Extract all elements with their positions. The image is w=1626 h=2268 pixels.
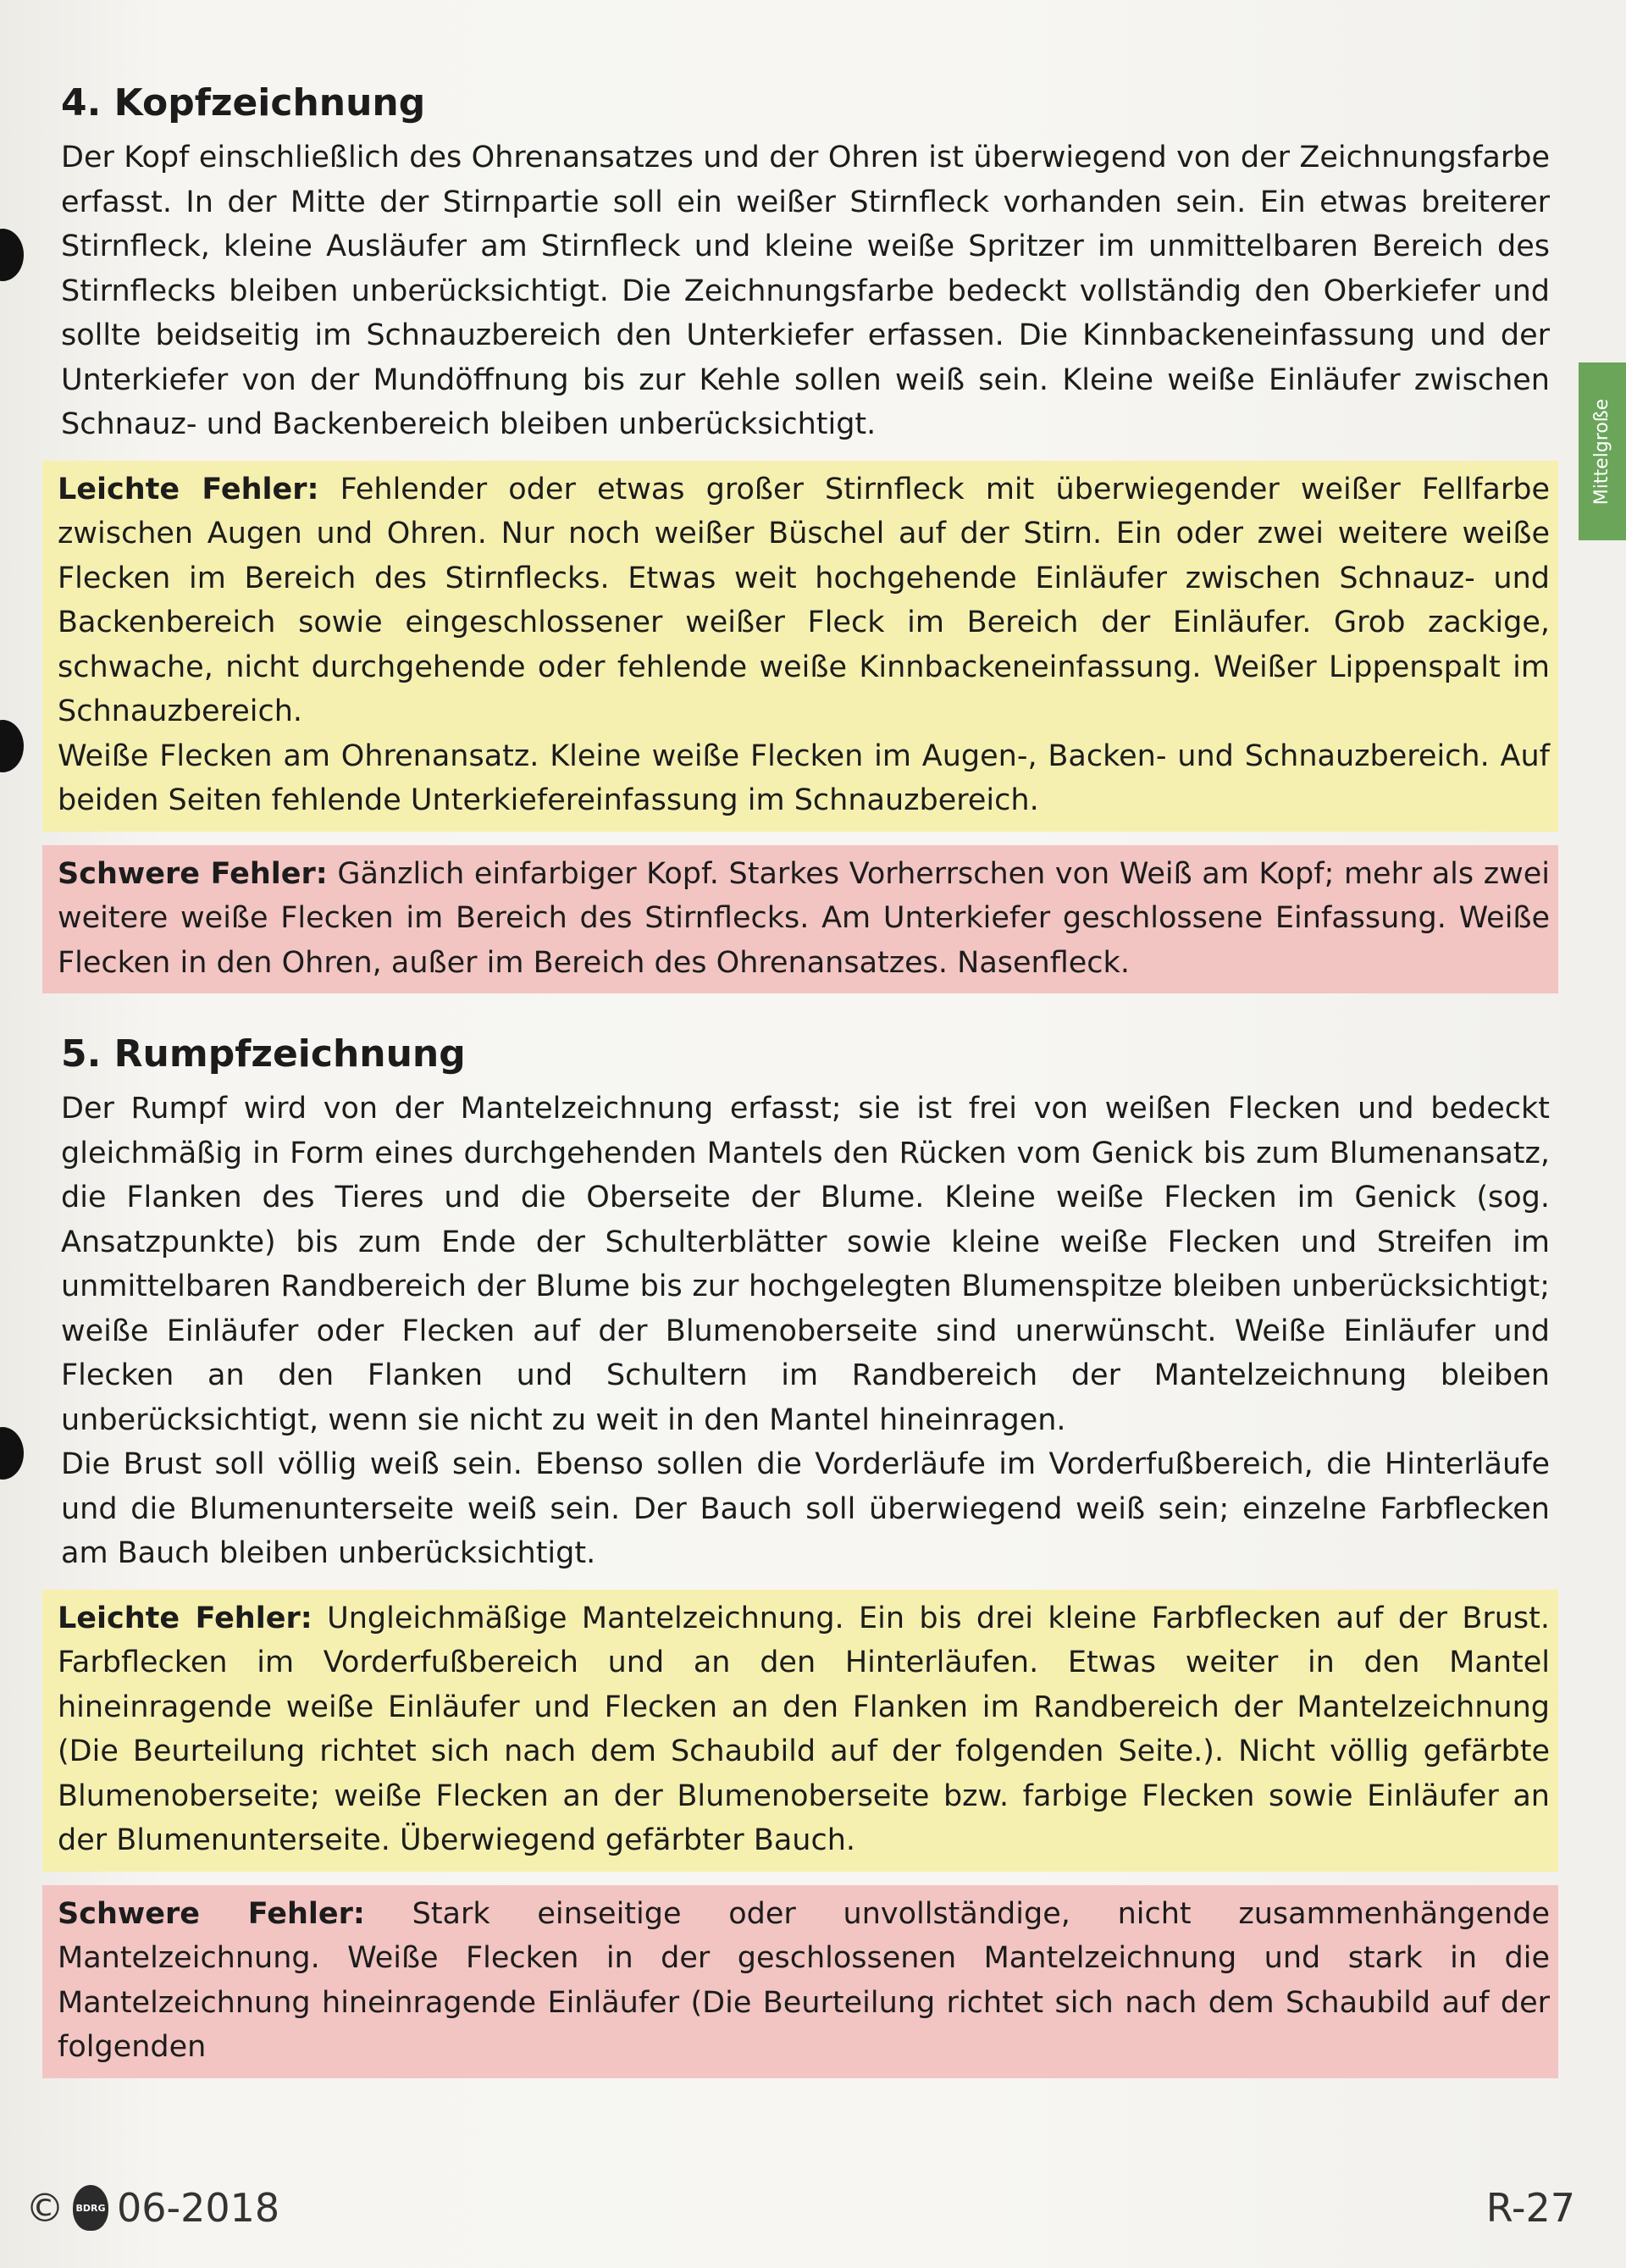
light-faults-box [42, 1590, 1558, 1872]
section-rumpfzeichnung [42, 1027, 1558, 2078]
light-faults-box [42, 461, 1558, 832]
heavy-faults-box [42, 1885, 1558, 2078]
copyright-symbol: © [25, 2185, 64, 2231]
light-faults-label: Leichte Fehler: [58, 472, 319, 506]
heavy-faults-text: Gänzlich einfarbiger Kopf. Starkes Vorherrschen von Weiß am Kopf; mehr als zwei weitere weiße Flecken im Bereich des Stirnflecks. Am Unterkiefer geschlossene Einfassung. Weiße Flecken in den Ohren, außer im Bereich des Ohrenansatzes. Nasenfleck. [58, 856, 1550, 980]
light-faults-label: Leichte Fehler: [58, 1601, 312, 1635]
heavy-faults-text: Stark einseitige oder unvollständige, nicht zusammenhängende Mantelzeichnung. Weiße Flecken in der geschlossenen Mantelzeichnung und stark in die Mantelzeichnung hineinragende Einläufer (Die Beurteilung richtet sich nach dem Schaubild auf der folgenden [58, 1896, 1550, 2064]
section-body: Der Rumpf wird von der Mantelzeichnung erfasst; sie ist frei von weißen Flecken und bedeckt gleichmäßig in Form eines durchgehenden Mantels den Rücken vom Genick bis zum Blumenansatz, die Flanken des Tieres und die Oberseite der Blume. Kleine weiße Flecken im Genick (sog. Ansatzpunkte) bis zum Ende der Schulterblätter sowie kleine weiße Flecken und Streifen im unmittelbaren Randbereich der Blume bis zur hochgelegten Blumenspitze bleiben unberücksichtigt; weiße Einläufer oder Flecken auf der Blumenoberseite sind unerwünscht. Weiße Einläufer und Flecken an den Flanken und Schultern im Randbereich der Mantelzeichnung bleiben unberücksichtigt, wenn sie nicht zu weit in den Mantel hineinragen. [61, 1092, 1550, 1437]
section-title: 5. Rumpfzeichnung [61, 1032, 466, 1076]
heavy-faults-label: Schwere Fehler: [58, 1896, 365, 1931]
light-faults-text: Fehlender oder etwas großer Stirnfleck mit überwiegender weißer Fellfarbe zwischen Augen und Ohren. Nur noch weißer Büschel auf der Stirn. Ein oder zwei weitere weiße Flecken im Bereich des Stirnflecks. Etwas weit hochgehende Einläufer zwischen Schnauz- und Backenbereich sowie eingeschlossener weißer Fleck im Bereich der Einläufer. Grob zackige, schwache, nicht durchgehende oder fehlende weiße Kinnbackeneinfassung. Weißer Lippenspalt im Schnauzbereich. [58, 472, 1550, 728]
side-tab-label: Mittelgroße [1591, 398, 1613, 505]
section-title: 4. Kopfzeichnung [61, 81, 426, 124]
page-content [42, 76, 1558, 2078]
section-body: Der Kopf einschließlich des Ohrenansatzes und der Ohren ist überwiegend von der Zeichnungsfarbe erfasst. In der Mitte der Stirnpartie soll ein weißer Stirnfleck vorhanden sein. Ein etwas breiterer Stirnfleck, kleine Ausläufer am Stirnfleck und kleine weiße Spritzer im unmittelbaren Bereich des Stirnflecks bleiben unberücksichtigt. Die Zeichnungsfarbe bedeckt vollständig den Oberkiefer und sollte beidseitig im Schnauzbereich den Unterkiefer erfassen. Die Kinnbackeneinfassung und der Unterkiefer von der Mundöffnung bis zur Kehle sollen weiß sein. Kleine weiße Einläufer zwischen Schnauz- und Backenbereich bleiben unberücksichtigt. [61, 141, 1550, 441]
association-logo-icon [73, 2185, 108, 2231]
light-faults-text: Ungleichmäßige Mantelzeichnung. Ein bis drei kleine Farbflecken auf der Brust. Farbflecken im Vorderfußbereich und an den Hinterläufen. Etwas weiter in den Mantel hineinragende weiße Einläufer und Flecken an den Flanken im Randbereich der Mantelzeichnung (Die Beurteilung richtet sich nach dem Schaubild auf der folgenden Seite.). Nicht völlig gefärbte Blumenoberseite; weiße Flecken an der Blumenoberseite bzw. farbige Flecken sowie Einläufer an der Blumenunterseite. Überwiegend gefärbter Bauch. [58, 1601, 1550, 1857]
heavy-faults-box [42, 845, 1558, 994]
heavy-faults-label: Schwere Fehler: [58, 856, 328, 891]
side-tab [1579, 362, 1626, 540]
page-number: R-27 [1485, 2185, 1575, 2231]
light-faults-text-2: Weiße Flecken am Ohrenansatz. Kleine weiße Flecken im Augen-, Backen- und Schnauzbereich. Auf beiden Seiten fehlende Unterkiefereinfassung im Schnauzbereich. [58, 738, 1550, 817]
punch-hole [0, 720, 24, 772]
heavy-faults-paragraph [58, 1892, 1550, 2070]
punch-hole [0, 229, 24, 281]
section-kopfzeichnung [42, 76, 1558, 993]
punch-hole [0, 1427, 24, 1480]
heavy-faults-paragraph [58, 852, 1550, 986]
logo-text: BDRG [75, 2202, 106, 2214]
section-body-2: Die Brust soll völlig weiß sein. Ebenso sollen die Vorderläufe im Vorderfußbereich, die Hinterläufe und die Blumenunterseite weiß sein. Der Bauch soll überwiegend weiß sein; einzelne Farbflecken am Bauch bleiben unberücksichtigt. [61, 1447, 1550, 1570]
light-faults-paragraph [58, 467, 1550, 734]
page-footer [25, 2185, 1575, 2244]
light-faults-paragraph [58, 1596, 1550, 1863]
footer-left [25, 2185, 279, 2231]
footer-date: 06-2018 [117, 2185, 280, 2231]
